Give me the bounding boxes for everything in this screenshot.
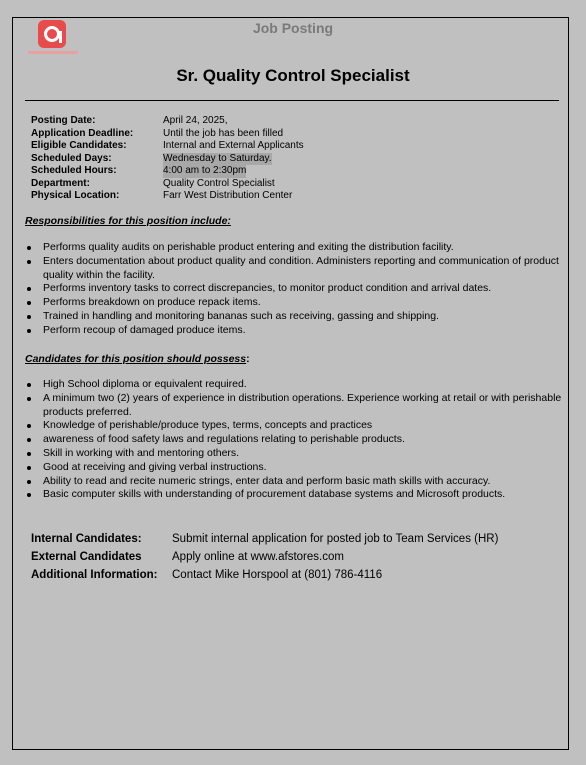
list-item: Trained in handling and monitoring bananas such as receiving, gassing and shipping. (25, 310, 565, 324)
detail-label: Scheduled Hours: (31, 165, 117, 176)
contact-value: Contact Mike Horspool at (801) 786-4116 (172, 569, 383, 581)
detail-label: Application Deadline: (31, 127, 134, 139)
qualifications-heading (25, 353, 250, 365)
detail-value-highlighted: Wednesday to Saturday. (163, 152, 272, 164)
list-item: Performs quality audits on perishable product entering and exiting the distribution facility. (25, 241, 565, 255)
list-item: Perform recoup of damaged produce items. (25, 324, 565, 338)
contact-row (31, 548, 498, 566)
logo-caption-mark (28, 51, 78, 54)
detail-row (31, 190, 304, 203)
detail-label: Posting Date: (31, 115, 96, 126)
list-item: Enters documentation about product quality and condition. Administers reporting and communication of product quality within the facility. (25, 255, 565, 283)
list-item: A minimum two (2) years of experience in distribution operations. Experience working at retail or with perishable products preferred. (25, 392, 565, 420)
list-item: Skill in working with and mentoring others. (25, 447, 565, 461)
detail-label: Department: (31, 177, 90, 189)
responsibilities-list (25, 241, 565, 338)
list-item: Ability to read and recite numeric strings, enter data and perform basic math skills with accuracy. (25, 475, 565, 489)
title-divider (25, 100, 559, 101)
detail-row (31, 165, 304, 178)
detail-value: Until the job has been filled (163, 127, 284, 139)
contact-row (31, 530, 498, 548)
posting-details (31, 115, 304, 203)
qualifications-heading-colon: : (246, 353, 250, 365)
list-item: Performs inventory tasks to correct discrepancies, to monitor product condition and arrival dates. (25, 282, 565, 296)
detail-value: April 24, 2025, (163, 115, 228, 126)
list-item: Performs breakdown on produce repack items. (25, 296, 565, 310)
detail-value: Farr West Distribution Center (163, 190, 293, 201)
detail-label: Physical Location: (31, 190, 120, 201)
contact-label: Internal Candidates: (31, 533, 142, 545)
job-title: Sr. Quality Control Specialist (176, 66, 410, 85)
detail-value: Quality Control Specialist (163, 177, 275, 189)
contact-label: External Candidates (31, 551, 142, 563)
list-item: High School diploma or equivalent required. (25, 378, 565, 392)
detail-row (31, 140, 304, 153)
list-item: Basic computer skills with understanding of procurement database systems and Microsoft products. (25, 488, 565, 502)
list-item: awareness of food safety laws and regulations relating to perishable products. (25, 433, 565, 447)
responsibilities-heading-text: Responsibilities for this position include: (25, 215, 231, 227)
detail-row (31, 115, 304, 128)
qualifications-heading-text: Candidates for this position should possess (25, 353, 247, 365)
contact-row (31, 566, 498, 584)
header-label: Job Posting (252, 20, 334, 36)
detail-label: Scheduled Days: (31, 152, 112, 164)
qualifications-list (25, 378, 565, 502)
detail-row (31, 128, 304, 141)
responsibilities-heading (25, 215, 231, 227)
contact-value: Submit internal application for posted job to Team Services (HR) (172, 533, 499, 545)
contact-info (31, 530, 498, 584)
detail-label: Eligible Candidates: (31, 140, 127, 151)
detail-value: Internal and External Applicants (163, 140, 304, 151)
detail-row (31, 178, 304, 191)
contact-value: Apply online at www.afstores.com (172, 551, 344, 563)
contact-label: Additional Information: (31, 569, 158, 581)
list-item: Knowledge of perishable/produce types, terms, concepts and practices (25, 419, 565, 433)
detail-value-highlighted: 4:00 am to 2:30pm (163, 165, 247, 176)
list-item: Good at receiving and giving verbal instructions. (25, 461, 565, 475)
detail-row (31, 153, 304, 166)
